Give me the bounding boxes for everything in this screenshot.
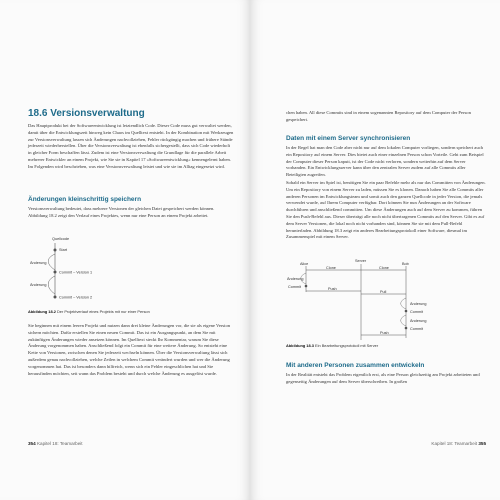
chapter-label-left: Kapitel 18: Teamarbeit: [36, 441, 83, 446]
right-page: [250, 0, 500, 500]
bob-lane-label: Bob: [402, 262, 409, 266]
caption-number: Abbildung 18.2: [28, 309, 56, 314]
caption-text: Ein Bearbeitungsprotokoll mit Server: [314, 343, 379, 348]
bob-commit-node-2: [405, 327, 408, 330]
subheading-small-steps: Änderungen kleinschrittig speichern: [28, 196, 142, 203]
alice-change-label: Änderung: [287, 277, 304, 281]
alice-commit-label: Commit: [288, 285, 302, 289]
right-footer: [431, 441, 486, 446]
bob-change-label-2: Änderung: [410, 319, 427, 323]
page-number-right: 355: [478, 441, 486, 446]
page-number-left: 354: [28, 441, 36, 446]
commit-node-1: [54, 271, 57, 274]
section-heading: 18.6 Versionsverwaltung: [28, 108, 145, 119]
alice-lane-label: Alice: [300, 262, 309, 266]
figure-caption-18-3: [286, 343, 486, 349]
diagram-label-change-1: Änderung: [30, 261, 47, 265]
bob-commit-node-1: [405, 310, 408, 313]
push-label-alice: Push: [328, 287, 337, 291]
paragraph-collaboration: In der Realität entsteht das Problem eigentlich erst, als eine Person gleichzeitig am Projekt arbeiteten und gegenseitig Änderungen auf dem Server überschreiben. In großen: [286, 372, 480, 384]
caption-text: Der Projektverlauf eines Projekts mit nur einer Person: [56, 309, 150, 314]
paragraph-server: In der Regel hat man den Code aber nicht nur auf dem lokalen Computer vorliegen, sondern speichert auch ein Repository auf einem Server. Dies bietet auch einer einzelnen Person schon Vorteile. Geht zum Beispiel der Computer dieser Person kaputt, ist der Code nicht verloren, sondern weiterhin auf dem Server vorhanden. Ein Entwicklungsserver kann über den zentralen Server zudem auf alle Commits aller Beteiligten zugreifen.: [286, 145, 484, 178]
paragraph-repository: chen haben. All diese Commits sind in einem sogenannten Repository auf dem Computer der Person gespeichert.: [286, 110, 471, 122]
paragraph-commits: Sie beginnen mit einem leeren Projekt und nutzen dann drei kleine Änderungen vor, die sie als eigene Version sichern möchten. Dafür erstellen Sie einen neuen Commit. Das ist ein Ausgangspunkt, an dem Sie mit zukünftigen Änderungen wieder ansetzen können. Im Quelltext steckt Ihr Kommentar, warum Sie diese Änderung vorgenommen haben. Anschließend folgt ein Commit für eine weitere Änderung. So entsteht eine Kette von Versionen, zwischen denen Sie jederzeit wechseln können. Über die Versionsverwaltung lässt sich außerdem genau nachvollziehen, welche Zeilen in welchem Commit verändert wurden und wer die Änderung vorgenommen hat. Das ist besonders dann hilfreich, wenn sich ein Fehler eingeschlichen hat und Sie herausfinden möchten, seit wann das Problem besteht und durch welche Änderung es ausgelöst wurde.: [28, 323, 231, 376]
diagram-label-source: Quellcode: [52, 237, 70, 241]
start-node: [54, 249, 57, 252]
server-lane-label: Server: [355, 259, 367, 263]
diagram-label-commit-1: Commit – Version 1: [59, 270, 93, 275]
clone-label-alice: Clone: [326, 266, 336, 270]
commit-node-2: [54, 296, 57, 299]
heading-collaboration: Mit anderen Personen zusammen entwickeln: [286, 362, 425, 369]
diagram-label-start: Start: [59, 248, 68, 252]
diagram-label-commit-2: Commit – Version 2: [59, 295, 93, 300]
figure-caption-18-2: [28, 309, 234, 315]
bob-change-label-1: Änderung: [410, 302, 427, 306]
version-diagram: [28, 234, 178, 304]
server-diagram: [286, 258, 436, 340]
intro-paragraph: Das Hauptprodukt bei der Softwareentwicklung ist letztendlich Code. Dieser Code muss gut verwaltet werden, damit über die Entwicklungszeit hinweg kein Chaos im Quelltext entsteht. In der Kombination mit Werkzeugen zur Versionsverwaltung lassen sich Änderungen nachvollziehen, Fehler rückgängig machen und frühere Stände jederzeit wiederherstellen. Über die Versionsverwaltung ist ebenfalls sichergestellt, dass sich Code wiederholt in gleicher Form beschaffen lässt. Zudem ist eine Versionsverwaltung die Grundlage für die parallele Arbeit mehrerer Entwickler an einem Projekt, wie Sie sie in Kapitel 17 »Softwareentwicklung« kennengelernt haben. Im Folgenden wird beschrieben, was eine Versionsverwaltung leistet und wie sie im Alltag eingesetzt wird.: [28, 123, 234, 169]
paragraph-clone-push-pull: Sobald ein Server im Spiel ist, benötigen Sie ein paar Befehle mehr als nur das Committen von Änderungen. Um ein Repository von einem Server zu laden, müssen Sie es klonen. Danach haben Sie alle Commits aller anderen Personen im Entwicklungsteam und somit auch den ganzen Quellcode in jeder Version, die jemals verwendet wurde, auf Ihrem Computer verfügbar. Dort können Sie nun Änderungen an der Software durchführen und anschließend committen. Um diese Änderungen auch auf dem Server zu kommen, führen Sie den Push-Befehl aus. Dieser überträgt alle noch nicht übertragenen Commits auf den Server. Gibt es auf dem Server Versionen, die lokal noch nicht vorhanden sind, können Sie sie mit dem Pull-Befehl herunterladen. Abbildung 18.3 zeigt ein anderes Bearbeitungsprotokoll einer Software, diesmal im Zusammenspiel mit einem Server.: [286, 180, 486, 240]
bob-commit-label-2: Commit: [410, 327, 424, 331]
caption-number: Abbildung 18.3: [286, 343, 314, 348]
clone-label-bob: Clone: [379, 266, 389, 270]
alice-commit-node: [305, 285, 308, 288]
heading-server-sync: Daten mit einem Server synchronisieren: [286, 135, 411, 142]
bob-commit-label-1: Commit: [410, 310, 424, 314]
chapter-label-right: Kapitel 18: Teamarbeit: [431, 441, 478, 446]
paragraph-versions: Versionsverwaltung bedeutet, dass mehrere Versionen der gleichen Datei gespeichert werden können. Abbildung 18.2 zeigt den Verlauf eines Projektes, wenn nur eine Person an einem Projekt arbeitet.: [28, 206, 215, 218]
push-label-bob: Push: [380, 331, 389, 335]
pull-label-bob: Pull: [380, 290, 387, 294]
left-footer: [28, 441, 83, 446]
diagram-label-change-2: Änderung: [30, 283, 47, 287]
